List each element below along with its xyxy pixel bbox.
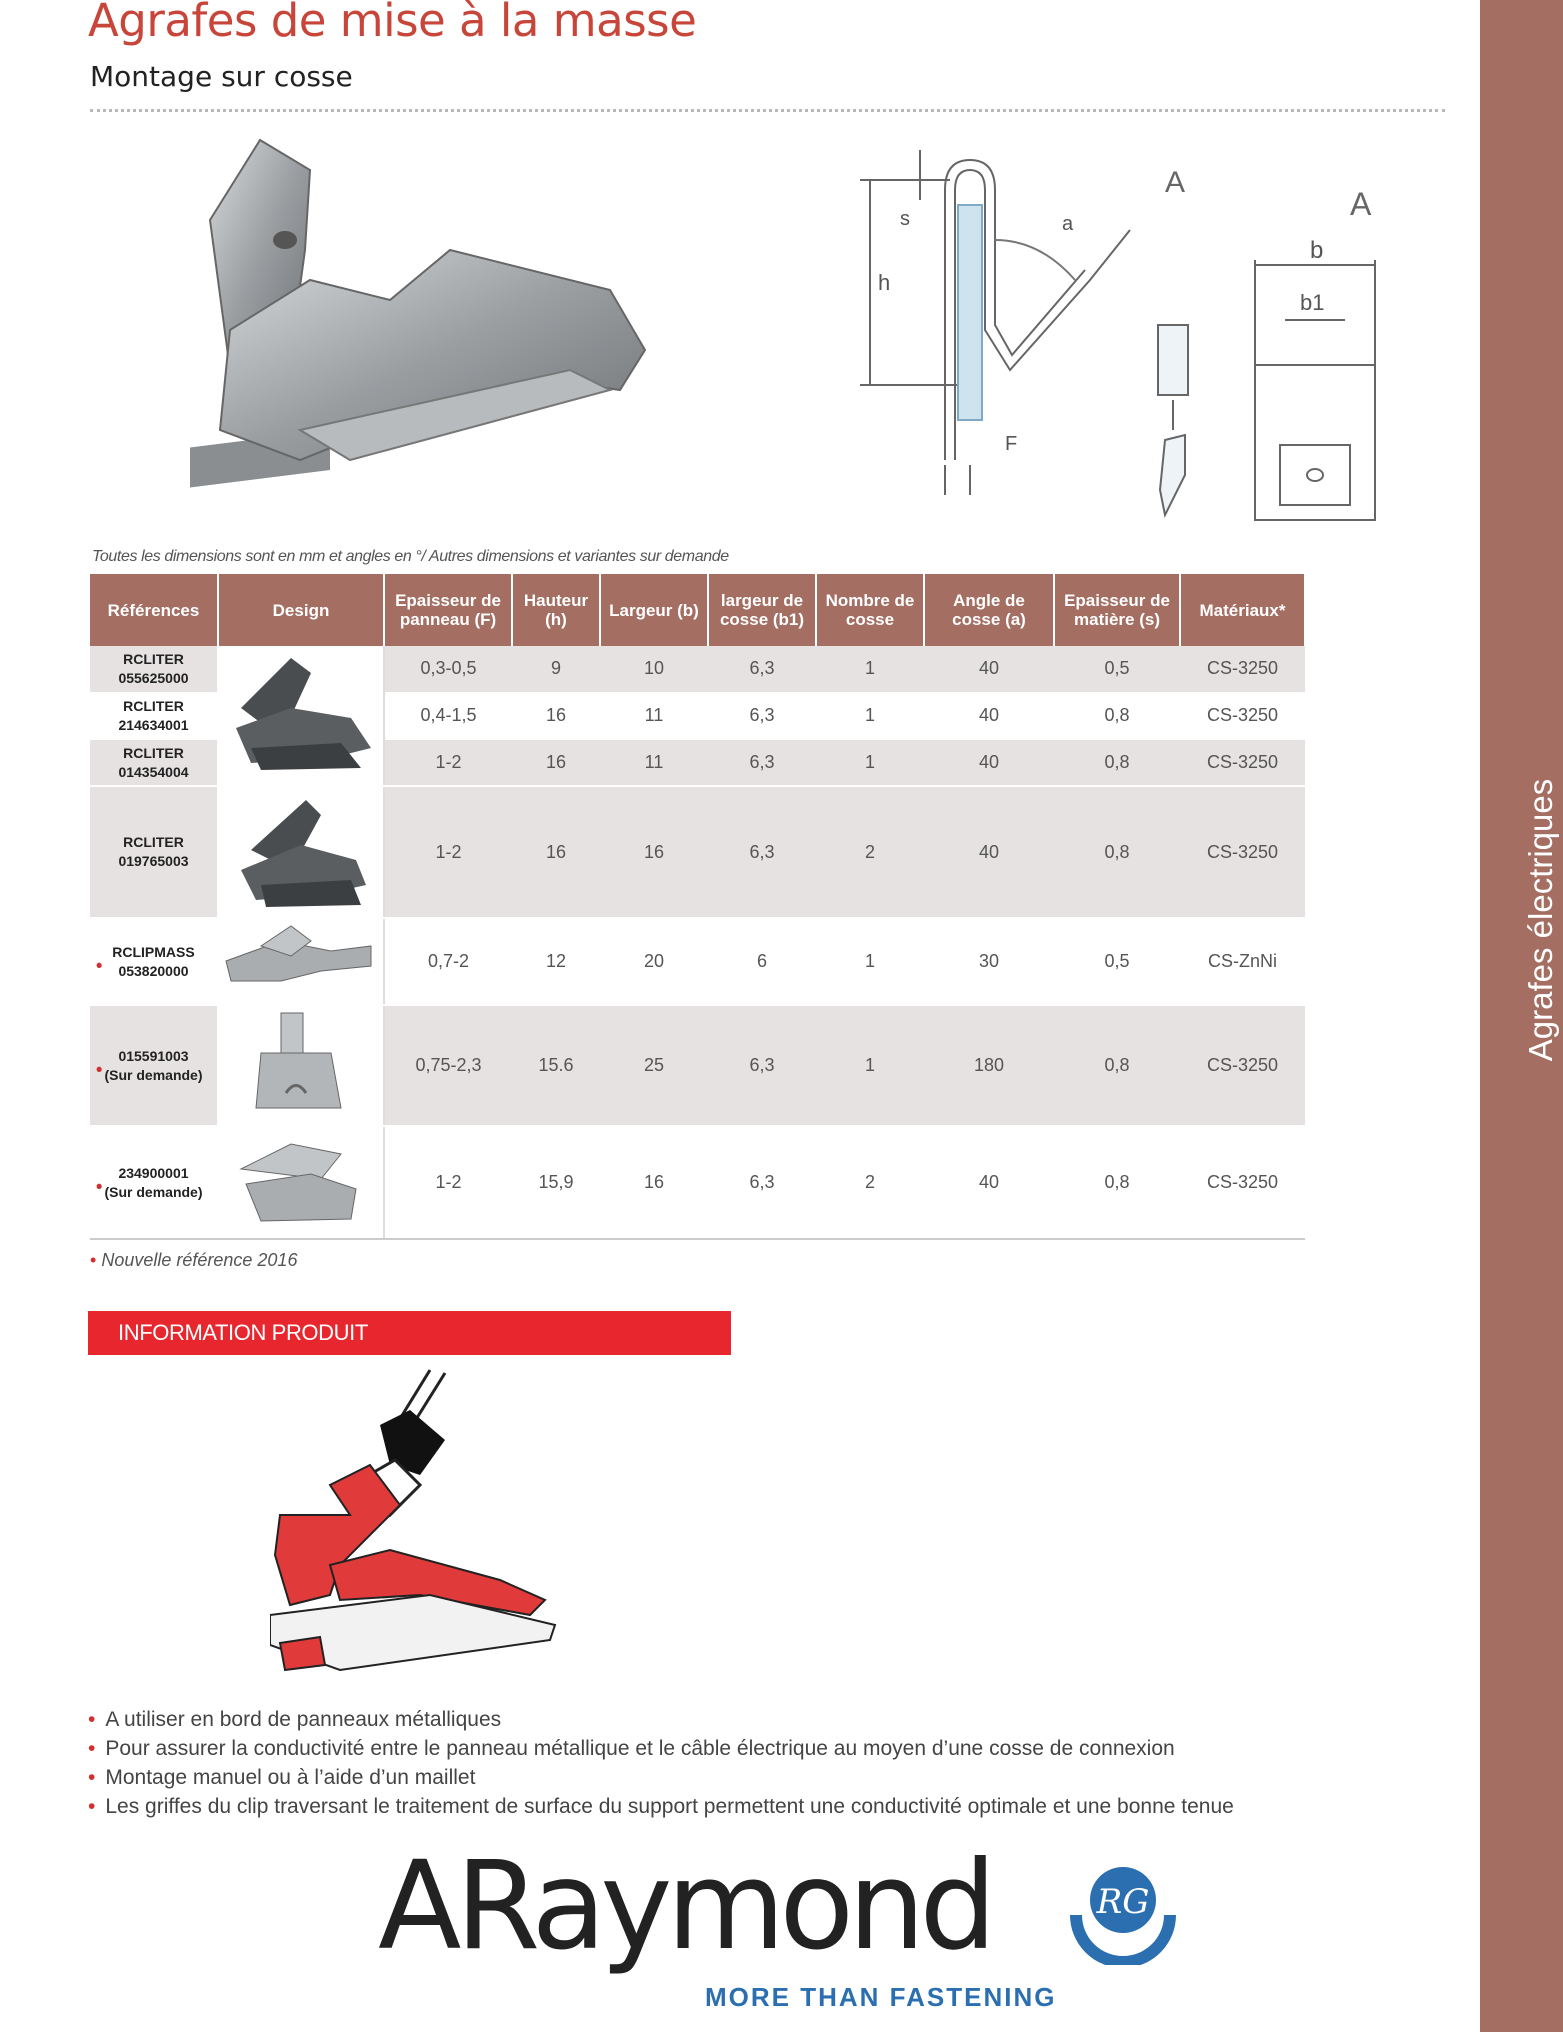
ref-number: 019765003 <box>118 853 189 869</box>
design-cell <box>218 646 384 786</box>
cell: 6,3 <box>708 1126 816 1239</box>
list-item-text: Pour assurer la conductivité entre le panneau métallique et le câble électrique au moyen d’une cosse de connexion <box>105 1737 1175 1760</box>
new-reference-footnote <box>90 1250 297 1271</box>
product-info-list <box>88 1705 1234 1821</box>
cell: CS-3250 <box>1180 1126 1305 1239</box>
cell: 6,3 <box>708 786 816 918</box>
cell: 30 <box>924 918 1054 1005</box>
cell: 1 <box>816 646 924 693</box>
ref-code: RCLIPMASS <box>112 943 195 960</box>
list-item <box>88 1792 1234 1821</box>
info-heading: INFORMATION PRODUIT <box>88 1311 731 1355</box>
ref-code: 015591003 <box>118 1047 189 1064</box>
clip-thumbnail <box>221 648 381 778</box>
col-header: Matériaux* <box>1180 574 1305 646</box>
ref-cell <box>90 693 218 740</box>
cell: 15.6 <box>512 1005 600 1126</box>
cell: 16 <box>512 739 600 786</box>
cell: CS-3250 <box>1180 646 1305 693</box>
cell: CS-3250 <box>1180 693 1305 740</box>
list-item <box>88 1734 1234 1763</box>
cell: 11 <box>600 693 708 740</box>
label-a-view-2: A <box>1350 186 1372 222</box>
table-row <box>90 1005 1305 1126</box>
cell: 0,8 <box>1054 1005 1180 1126</box>
label-f: F <box>1005 433 1018 455</box>
col-header: Nombre de cosse <box>816 574 924 646</box>
list-item-text: A utiliser en bord de panneaux métalliques <box>105 1708 502 1731</box>
cell: 9 <box>512 646 600 693</box>
cell: 16 <box>600 786 708 918</box>
cell: 40 <box>924 646 1054 693</box>
cell: 0,5 <box>1054 918 1180 1005</box>
ref-code: 234900001 <box>118 1164 189 1181</box>
col-header: Largeur (b) <box>600 574 708 646</box>
col-header: Hauteur (h) <box>512 574 600 646</box>
cell: 16 <box>512 786 600 918</box>
design-cell <box>218 786 384 918</box>
design-cell <box>218 1126 384 1239</box>
cell: 0,5 <box>1054 646 1180 693</box>
table-row <box>90 1126 1305 1239</box>
araymond-logo <box>378 1835 1193 2020</box>
ref-cell <box>90 646 218 693</box>
table-header-row <box>90 574 1305 646</box>
cell: 10 <box>600 646 708 693</box>
list-item-text: Montage manuel ou à l’aide d’un maillet <box>105 1766 476 1789</box>
technical-diagram <box>840 130 1400 540</box>
clip-thumbnail <box>221 921 381 997</box>
dotted-divider <box>90 109 1445 112</box>
col-header: Epaisseur de matière (s) <box>1054 574 1180 646</box>
clip-thumbnail <box>221 1008 381 1118</box>
cell: 6,3 <box>708 693 816 740</box>
cell: 16 <box>512 693 600 740</box>
new-reference-marker: • <box>96 1058 103 1079</box>
new-reference-marker: • <box>96 954 103 975</box>
cell: 1 <box>816 1005 924 1126</box>
design-cell <box>218 1005 384 1126</box>
cell: 6,3 <box>708 739 816 786</box>
cell: 0,8 <box>1054 786 1180 918</box>
ref-number: 055625000 <box>118 669 189 686</box>
col-header: Design <box>218 574 384 646</box>
new-reference-marker: • <box>96 1175 103 1196</box>
list-item-text: Les griffes du clip traversant le traitement de surface du support permettent une conductivité optimale et une bonne tenue <box>105 1795 1234 1818</box>
ref-code: RCLITER <box>123 744 184 761</box>
footnote-bullet: • <box>90 1250 97 1270</box>
table-row <box>90 786 1305 918</box>
cell: 1 <box>816 739 924 786</box>
ref-number: (Sur demande) <box>104 1066 203 1083</box>
cell: CS-3250 <box>1180 786 1305 918</box>
footnote-text: Nouvelle référence 2016 <box>101 1250 298 1270</box>
list-bullet: • <box>88 1708 96 1731</box>
dimension-note: Toutes les dimensions sont en mm et angles en °/ Autres dimensions et variantes sur demande <box>92 548 729 565</box>
cell: 40 <box>924 739 1054 786</box>
list-item <box>88 1705 1234 1734</box>
table-row <box>90 918 1305 1005</box>
label-b1: b1 <box>1300 290 1325 315</box>
label-s: s <box>900 208 910 230</box>
cell: 2 <box>816 786 924 918</box>
ref-cell <box>90 786 218 918</box>
cell: 6 <box>708 918 816 1005</box>
logo-emblem <box>1068 1855 1178 1965</box>
cell: 16 <box>600 1126 708 1239</box>
cell: 1-2 <box>384 1126 512 1239</box>
list-bullet: • <box>88 1795 96 1818</box>
cell: 6,3 <box>708 1005 816 1126</box>
ref-code: RCLITER <box>123 834 184 850</box>
ref-number: 014354004 <box>118 763 189 780</box>
cell: 1-2 <box>384 786 512 918</box>
label-h: h <box>878 270 891 295</box>
label-b: b <box>1310 237 1324 264</box>
cell: 40 <box>924 786 1054 918</box>
cell: 1-2 <box>384 739 512 786</box>
cell: 0,4-1,5 <box>384 693 512 740</box>
cell: 20 <box>600 918 708 1005</box>
ref-cell <box>90 739 218 786</box>
list-item <box>88 1763 1234 1792</box>
clip-thumbnail <box>221 790 381 910</box>
cell: 25 <box>600 1005 708 1126</box>
cell: 12 <box>512 918 600 1005</box>
product-photo <box>190 130 660 530</box>
page-subtitle: Montage sur cosse <box>90 60 353 93</box>
cell: CS-3250 <box>1180 739 1305 786</box>
cell: 6,3 <box>708 646 816 693</box>
side-label: Agrafes électriques <box>1522 778 1559 1062</box>
cell: 2 <box>816 1126 924 1239</box>
emblem-letters: RG <box>1096 1882 1150 1922</box>
cell: 0,8 <box>1054 693 1180 740</box>
cell: 180 <box>924 1005 1054 1126</box>
col-header: Epaisseur de panneau (F) <box>384 574 512 646</box>
cell: 40 <box>924 693 1054 740</box>
list-bullet: • <box>88 1737 96 1760</box>
label-a: a <box>1062 213 1074 235</box>
col-header: largeur de cosse (b1) <box>708 574 816 646</box>
cell: 0,7-2 <box>384 918 512 1005</box>
page-title: Agrafes de mise à la masse <box>88 0 697 47</box>
design-cell <box>218 918 384 1005</box>
cell: 1 <box>816 918 924 1005</box>
cell: 0,75-2,3 <box>384 1005 512 1126</box>
cell: 1 <box>816 693 924 740</box>
logo-tagline: MORE THAN FASTENING <box>705 1982 1057 2012</box>
ref-code: RCLITER <box>123 650 184 667</box>
ref-cell <box>90 1005 218 1126</box>
spec-table <box>90 574 1306 1240</box>
col-header: Angle de cosse (a) <box>924 574 1054 646</box>
ref-cell <box>90 1126 218 1239</box>
col-header: Références <box>90 574 218 646</box>
cell: 40 <box>924 1126 1054 1239</box>
cell: 15,9 <box>512 1126 600 1239</box>
cell: 0,8 <box>1054 739 1180 786</box>
ref-number: 214634001 <box>118 716 189 733</box>
logo-wordmark: ARaymond <box>378 1835 991 1977</box>
cell: 0,8 <box>1054 1126 1180 1239</box>
cell: 11 <box>600 739 708 786</box>
ref-code: RCLITER <box>123 697 184 714</box>
label-a-view-1: A <box>1165 166 1186 199</box>
clip-thumbnail <box>221 1129 381 1231</box>
installation-illustration <box>270 1365 560 1695</box>
ref-number: 053820000 <box>118 962 189 979</box>
list-bullet: • <box>88 1766 96 1789</box>
ref-number: (Sur demande) <box>104 1183 203 1200</box>
cell: 0,3-0,5 <box>384 646 512 693</box>
ref-cell <box>90 918 218 1005</box>
table-row <box>90 646 1305 693</box>
cell: CS-3250 <box>1180 1005 1305 1126</box>
cell: CS-ZnNi <box>1180 918 1305 1005</box>
